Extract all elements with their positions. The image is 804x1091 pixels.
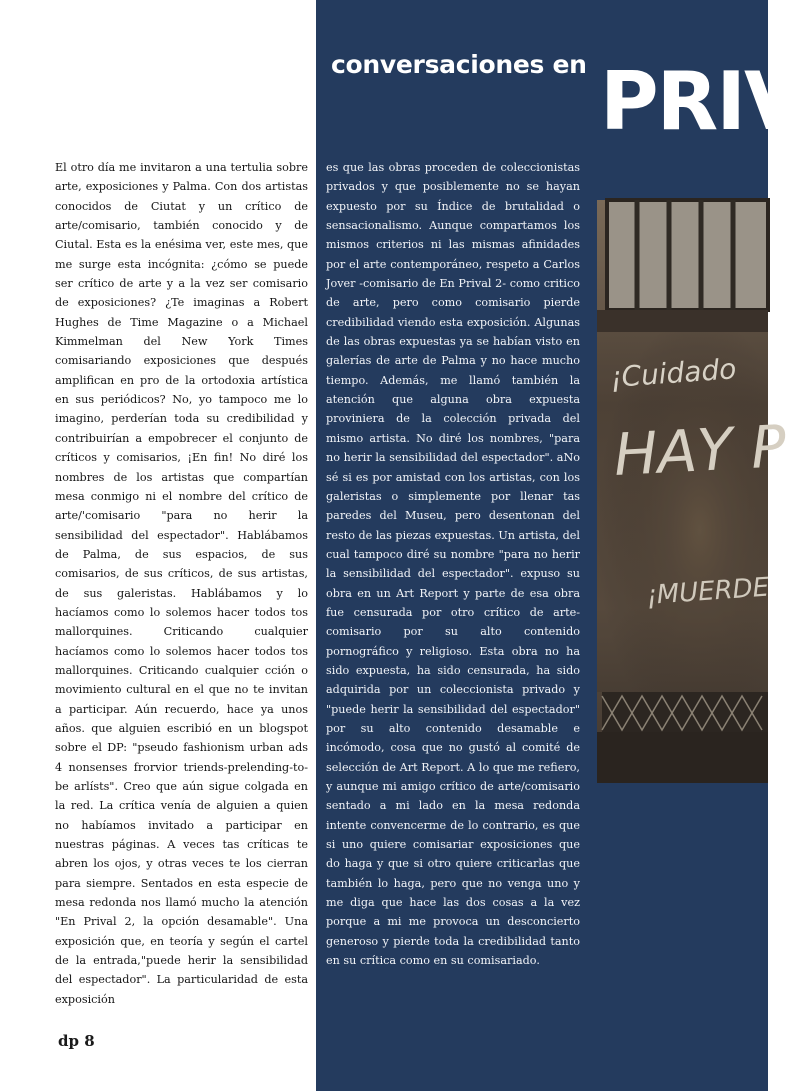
- article-column-left: El otro día me invitaron a una tertulia sobre arte, exposiciones y Palma. Con dos artistas conocidos de Ciutat y un crítico de arte/comisario, también conocido y de Ciutal. Esta es la enésima ver, este mes, que me surge esta incógnita: ¿cómo se puede ser crítico de arte y a la vez ser comisario de exposiciones? ¿Te imaginas a Robert Hughes de Time Magazine o a Michael Kimmelman del New York Times comisariando exposiciones que después amplifican en pro de la ortodoxia artística en sus periódicos? No, yo tampoco me lo imagino, perderían toda su credibilidad y contribuirían a empobrecer el conjunto de críticos y comisarios, ¡En fin! No diré los nombres de los artistas que compartían mesa conmigo ni el nombre del crítico de arte/'comisario "para no herir la sensibilidad del espectador". Hablábamos de Palma, de sus espacios, de sus comisarios, de sus críticos, de sus artistas, de sus galeristas. Hablábamos y lo hacíamos como lo solemos hacer todos tos mallorquines. Criticando cualquier hacíamos como lo solemos hacer todos tos mallorquines. Criticando cualquier cción o movimiento cultural en el que no te invitan a participar. Aún recuerdo, hace ya unos años. que alguien escribió en un blogspot sobre el DP: "pseudo fashionism urban ads 4 nonsenses frorvior triends-prelending-to-be arlísts". Creo que aún sigue colgada en la red. La crítica venía de alguien a quien no habíamos invitado a participar en nuestras páginas. A veces tas críticas te abren los ojos, y otras veces te los cierran para siempre. Sentados en esta especie de mesa redonda nos llamó mucho la atención "En Prival 2, la opción desamable". Una exposición que, en teoría y según el cartel de la entrada,"puede herir la sensibilidad del espectador". La particularidad de esta exposición: [55, 161, 308, 1006]
- page-number: dp 8: [58, 1032, 95, 1050]
- graffiti-text-1: ¡Cuidado: [609, 352, 738, 394]
- section-title-big: PRIV: [600, 55, 804, 148]
- graffiti-photo-svg: [597, 200, 788, 783]
- graffiti-text-3: ¡MUERDE: [645, 572, 771, 611]
- graffiti-text-2: HAY P: [612, 412, 788, 489]
- graffiti-photo: [597, 200, 788, 783]
- section-title-small: conversaciones en: [331, 50, 587, 79]
- article-column-right: es que las obras proceden de coleccionistas privados y que posiblemente no se hayan expuesto por su Índice de brutalidad o sensacionalismo. Aunque compartamos los mismos criterios ni las mismas afinidades por el arte contemporáneo, respeto a Carlos Jover -comisario de En Prival 2- como critico de arte, pero como comisario pierde credibilidad viendo esta exposición. Algunas de las obras expuestas ya se habían visto en galerías de arte de Palma y no hace mucho tiempo. Además, me llamó también la atención que alguna obra expuesta proviniera de la colección privada del mismo artista. No diré los nombres, "para no herir la sensibilidad del espectador". aNo sé si es por amistad con los artistas, con los galeristas o simplemente por llenar tas paredes del Museu, pero desentonan del resto de las piezas expuestas. Un artista, del cual tampoco diré su nombre "para no herir la sensibilidad del espectador". expuso su obra en un Art Report y parte de esa obra fue censurada por otro crítico de arte-comisario por su alto contenido pornográfico y religioso. Esta obra no ha sido expuesta, ha sido censurada, ha sido adquirida por un coleccionista privado y "puede herir la sensibilidad del espectador" por su alto contenido desamable e incómodo, cosa que no gustó al comité de selección de Art Report. A lo que me refiero, y aunque mi amigo crítico de arte/comisario sentado a mi lado en la mesa redonda intente convencerme de lo contrario, es que si uno quiere comisariar exposiciones que do haga y que si otro quiere criticarlas que también lo haga, pero que no venga uno y me diga que hace las dos cosas a la vez porque a mi me provoca un desconcierto generoso y pierde toda la credibilidad tanto en su crítica como en su comisariado.: [326, 161, 580, 968]
- barred-window: [607, 200, 768, 310]
